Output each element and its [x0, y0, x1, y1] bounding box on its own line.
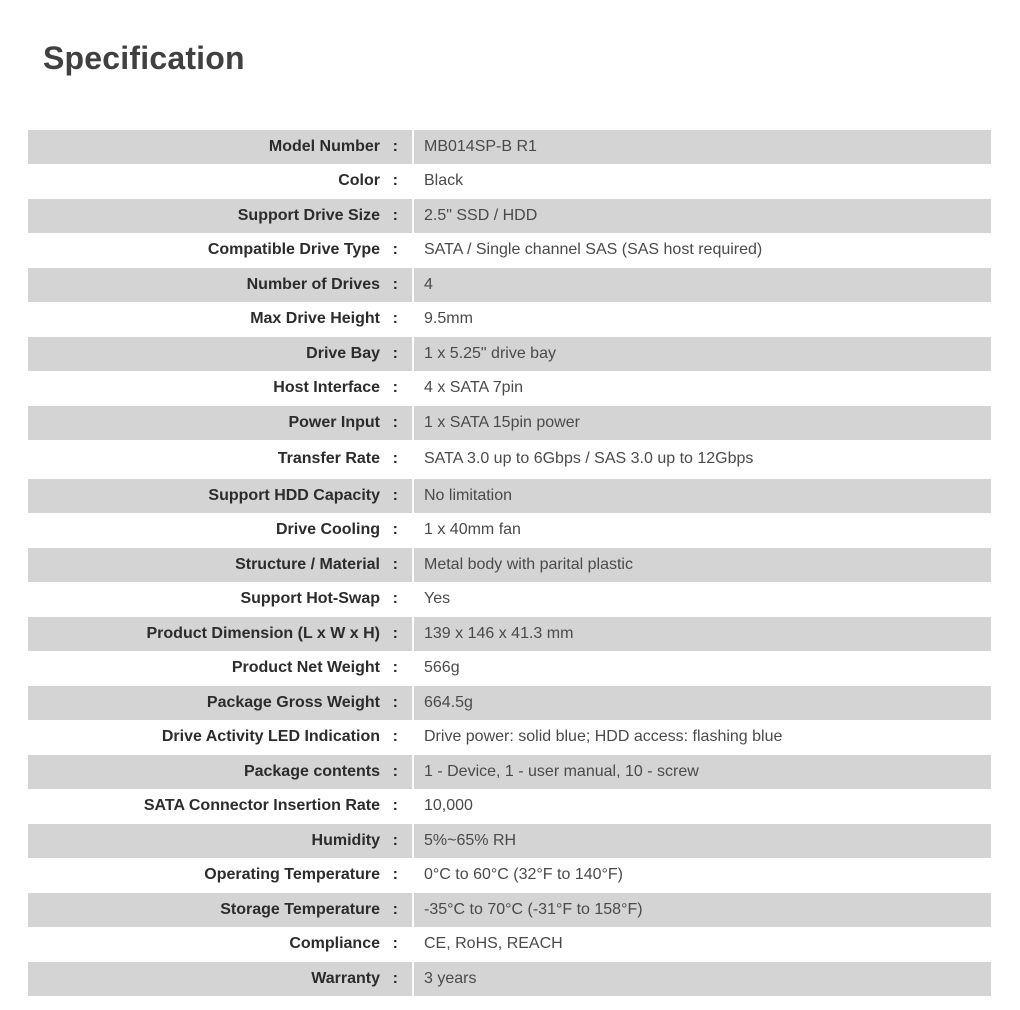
spec-label: Storage Temperature: [220, 901, 380, 918]
spec-label: Model Number: [268, 138, 380, 155]
spec-value: SATA 3.0 up to 6Gbps / SAS 3.0 up to 12Gbps: [424, 450, 754, 467]
spec-label-cell: [28, 371, 412, 405]
spec-value: MB014SP-B R1: [414, 130, 991, 164]
spec-label-cell: [28, 268, 412, 302]
spec-colon: :: [392, 556, 398, 573]
spec-label: Structure / Material: [235, 556, 380, 573]
spec-row: [28, 616, 991, 651]
spec-value: No limitation: [414, 479, 991, 513]
spec-label-cell: [28, 513, 412, 547]
spec-value: 9.5mm: [424, 310, 473, 327]
spec-label-cell: [28, 617, 412, 651]
spec-value: 10,000: [424, 797, 473, 814]
spec-label: Support Hot-Swap: [240, 590, 380, 607]
spec-value: 1 x SATA 15pin power: [414, 406, 991, 440]
spec-colon: :: [392, 207, 398, 224]
spec-row: [28, 478, 991, 513]
spec-row: [28, 720, 991, 754]
spec-row: [28, 336, 991, 371]
spec-colon: :: [392, 797, 398, 814]
spec-row: [28, 892, 991, 927]
spec-label: Max Drive Height: [250, 310, 380, 327]
spec-row: [28, 961, 991, 996]
spec-row: [28, 198, 991, 233]
spec-value: SATA / Single channel SAS (SAS host required): [424, 241, 763, 258]
spec-colon: :: [392, 450, 398, 467]
spec-colon: :: [392, 763, 398, 780]
spec-label-cell: [28, 582, 412, 616]
spec-label-cell: [28, 164, 412, 198]
spec-colon: :: [392, 901, 398, 918]
spec-label-cell: [28, 651, 412, 685]
spec-row: [28, 685, 991, 720]
spec-label-cell: [28, 440, 412, 478]
spec-value: 3 years: [414, 962, 991, 996]
spec-colon: :: [392, 590, 398, 607]
spec-value: 1 x 40mm fan: [424, 521, 521, 538]
spec-colon: :: [392, 625, 398, 642]
spec-label-cell: [28, 893, 412, 927]
spec-label-cell: [28, 130, 412, 164]
spec-label-cell: [28, 927, 412, 961]
spec-row: [28, 582, 991, 616]
spec-label-cell: [28, 548, 412, 582]
page-title: Specification: [43, 40, 245, 76]
spec-row: [28, 927, 991, 961]
spec-label-cell: [28, 337, 412, 371]
spec-value: -35°C to 70°C (-31°F to 158°F): [414, 893, 991, 927]
spec-colon: :: [392, 832, 398, 849]
spec-row: [28, 371, 991, 405]
spec-label: Product Dimension (L x W x H): [146, 625, 380, 642]
spec-label-cell: [28, 824, 412, 858]
spec-label-cell: [28, 302, 412, 336]
spec-colon: :: [392, 728, 398, 745]
spec-label-cell: [28, 858, 412, 892]
spec-label: Humidity: [311, 832, 380, 849]
spec-label: Warranty: [311, 970, 380, 987]
spec-value: Metal body with parital plastic: [414, 548, 991, 582]
spec-label: Product Net Weight: [231, 659, 380, 676]
spec-label: Power Input: [288, 414, 380, 431]
spec-label-cell: [28, 233, 412, 267]
spec-value: 2.5" SSD / HDD: [414, 199, 991, 233]
spec-label-cell: [28, 479, 412, 513]
spec-value: 1 - Device, 1 - user manual, 10 - screw: [414, 755, 991, 789]
spec-row: [28, 405, 991, 440]
spec-label: Operating Temperature: [204, 866, 380, 883]
spec-label-cell: [28, 686, 412, 720]
spec-colon: :: [392, 345, 398, 362]
spec-row: [28, 440, 991, 478]
spec-label: Number of Drives: [246, 276, 380, 293]
spec-row: [28, 513, 991, 547]
spec-colon: :: [392, 414, 398, 431]
spec-colon: :: [392, 310, 398, 327]
spec-label-cell: [28, 789, 412, 823]
spec-label: Support HDD Capacity: [208, 487, 380, 504]
spec-label: Drive Bay: [306, 345, 380, 362]
spec-colon: :: [392, 487, 398, 504]
spec-label-cell: [28, 199, 412, 233]
spec-row: [28, 129, 991, 164]
spec-value: 4 x SATA 7pin: [424, 379, 524, 396]
spec-value: 664.5g: [414, 686, 991, 720]
spec-row: [28, 164, 991, 198]
spec-colon: :: [392, 379, 398, 396]
spec-label: Support Drive Size: [237, 207, 380, 224]
spec-value: 1 x 5.25" drive bay: [414, 337, 991, 371]
spec-label: Package Gross Weight: [206, 694, 380, 711]
spec-row: [28, 547, 991, 582]
spec-colon: :: [392, 241, 398, 258]
spec-colon: :: [392, 659, 398, 676]
spec-value: Drive power: solid blue; HDD access: flashing blue: [424, 728, 783, 745]
spec-row: [28, 823, 991, 858]
spec-colon: :: [392, 866, 398, 883]
spec-row: [28, 302, 991, 336]
spec-colon: :: [392, 521, 398, 538]
spec-label: Transfer Rate: [277, 450, 380, 467]
spec-value: Yes: [424, 590, 451, 607]
spec-value: 0°C to 60°C (32°F to 140°F): [424, 866, 624, 883]
spec-row: [28, 267, 991, 302]
spec-colon: :: [392, 970, 398, 987]
spec-value: 5%~65% RH: [414, 824, 991, 858]
spec-label: Package contents: [243, 763, 380, 780]
spec-colon: :: [392, 172, 398, 189]
spec-value: 139 x 146 x 41.3 mm: [414, 617, 991, 651]
spec-colon: :: [392, 138, 398, 155]
spec-row: [28, 233, 991, 267]
spec-label: Drive Activity LED Indication: [161, 728, 380, 745]
spec-label: Compliance: [289, 935, 380, 952]
spec-row: [28, 754, 991, 789]
spec-value: Black: [424, 172, 464, 189]
spec-value: 566g: [424, 659, 460, 676]
spec-row: [28, 858, 991, 892]
spec-row: [28, 651, 991, 685]
spec-label: Compatible Drive Type: [207, 241, 380, 258]
spec-value: 4: [414, 268, 991, 302]
spec-label-cell: [28, 406, 412, 440]
spec-label-cell: [28, 755, 412, 789]
spec-label: SATA Connector Insertion Rate: [143, 797, 380, 814]
spec-label-cell: [28, 962, 412, 996]
spec-row: [28, 789, 991, 823]
spec-table: [28, 129, 991, 996]
spec-colon: :: [392, 935, 398, 952]
spec-label: Drive Cooling: [275, 521, 380, 538]
spec-label: Host Interface: [273, 379, 380, 396]
spec-colon: :: [392, 694, 398, 711]
spec-label: Color: [338, 172, 380, 189]
spec-value: CE, RoHS, REACH: [424, 935, 563, 952]
spec-colon: :: [392, 276, 398, 293]
spec-label-cell: [28, 720, 412, 754]
